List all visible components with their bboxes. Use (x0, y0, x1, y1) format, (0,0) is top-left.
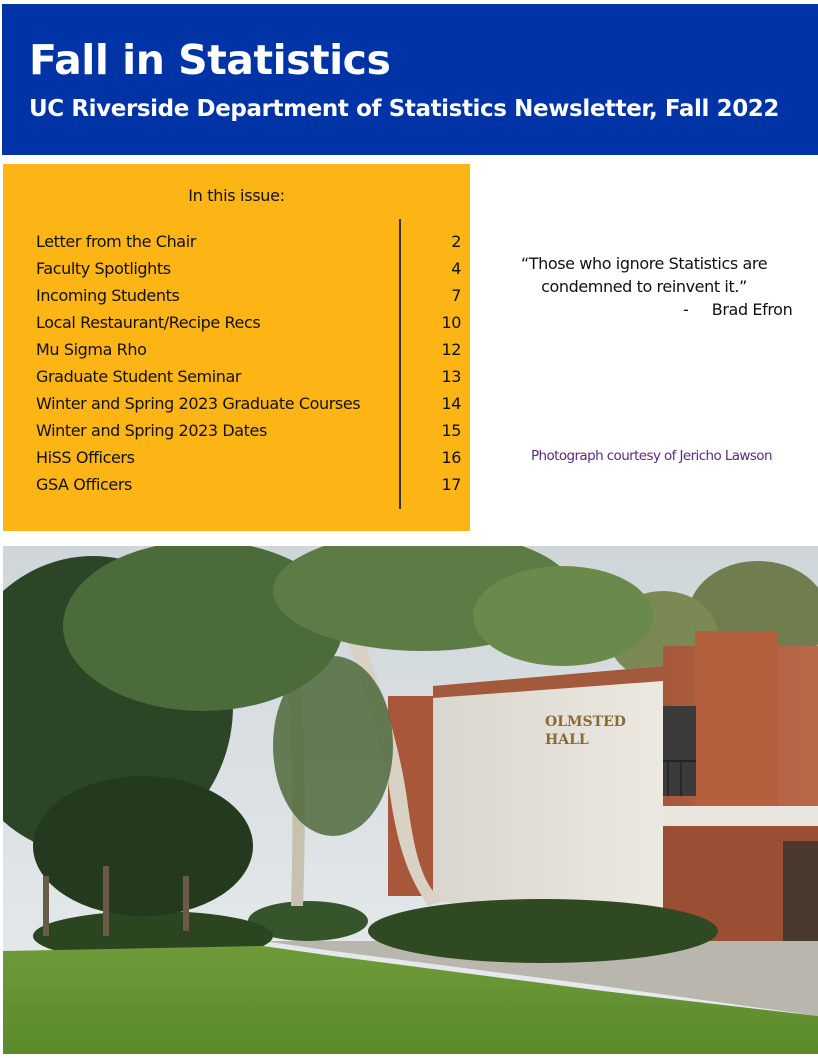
toc-item[interactable] (36, 340, 461, 367)
quote-author: - Brad Efron (683, 300, 793, 319)
toc-item-page: 10 (441, 313, 461, 332)
toc-item-page: 15 (441, 421, 461, 440)
toc-item[interactable] (36, 286, 461, 313)
building-doorway (783, 841, 818, 951)
toc-item-title: Letter from the Chair (36, 232, 196, 251)
building-sign-line1: OLMSTED (545, 714, 626, 730)
newsletter-subtitle: UC Riverside Department of Statistics Newsletter, Fall 2022 (29, 96, 779, 122)
tree-canopy (33, 776, 253, 916)
olmsted-hall-wall (433, 666, 663, 926)
toc-list (36, 232, 461, 502)
newsletter-header (2, 4, 818, 155)
toc-item-page: 7 (451, 286, 461, 305)
brick-tower (695, 631, 778, 806)
olmsted-hall-photo (3, 546, 818, 1054)
toc-item[interactable] (36, 232, 461, 259)
toc-item[interactable] (36, 259, 461, 286)
building-window (658, 706, 696, 796)
toc-item-page: 2 (451, 232, 461, 251)
toc-item[interactable] (36, 394, 461, 421)
tree-canopy (473, 566, 653, 666)
toc-item-title: Winter and Spring 2023 Graduate Courses (36, 394, 361, 413)
toc-item-title: Local Restaurant/Recipe Recs (36, 313, 261, 332)
toc-item-title: Winter and Spring 2023 Dates (36, 421, 267, 440)
toc-item-title: Incoming Students (36, 286, 180, 305)
toc-item-title: Faculty Spotlights (36, 259, 171, 278)
toc-item[interactable] (36, 313, 461, 340)
toc-heading: In this issue: (188, 186, 285, 205)
toc-item-page: 4 (451, 259, 461, 278)
toc-item-title: Mu Sigma Rho (36, 340, 147, 359)
building-sign-line2: HALL (545, 732, 589, 748)
toc-item-page: 14 (441, 394, 461, 413)
toc-item[interactable] (36, 475, 461, 502)
hedge (368, 899, 718, 963)
quote-text: “Those who ignore Statistics are condemned to reinvent it.” (520, 254, 768, 296)
tree-canopy (273, 656, 393, 836)
photo-credit: Photograph courtesy of Jericho Lawson (531, 448, 772, 464)
toc-item-title: GSA Officers (36, 475, 132, 494)
table-of-contents (3, 164, 470, 531)
toc-item[interactable] (36, 367, 461, 394)
building-overhang (658, 806, 818, 826)
photo-illustration (3, 546, 818, 1054)
toc-item[interactable] (36, 448, 461, 475)
toc-item-page: 16 (441, 448, 461, 467)
toc-item-page: 13 (441, 367, 461, 386)
toc-item-page: 17 (441, 475, 461, 494)
quote-block (505, 252, 793, 319)
toc-item-title: HiSS Officers (36, 448, 135, 467)
newsletter-title: Fall in Statistics (29, 36, 391, 84)
toc-item[interactable] (36, 421, 461, 448)
toc-item-title: Graduate Student Seminar (36, 367, 242, 386)
toc-item-page: 12 (441, 340, 461, 359)
